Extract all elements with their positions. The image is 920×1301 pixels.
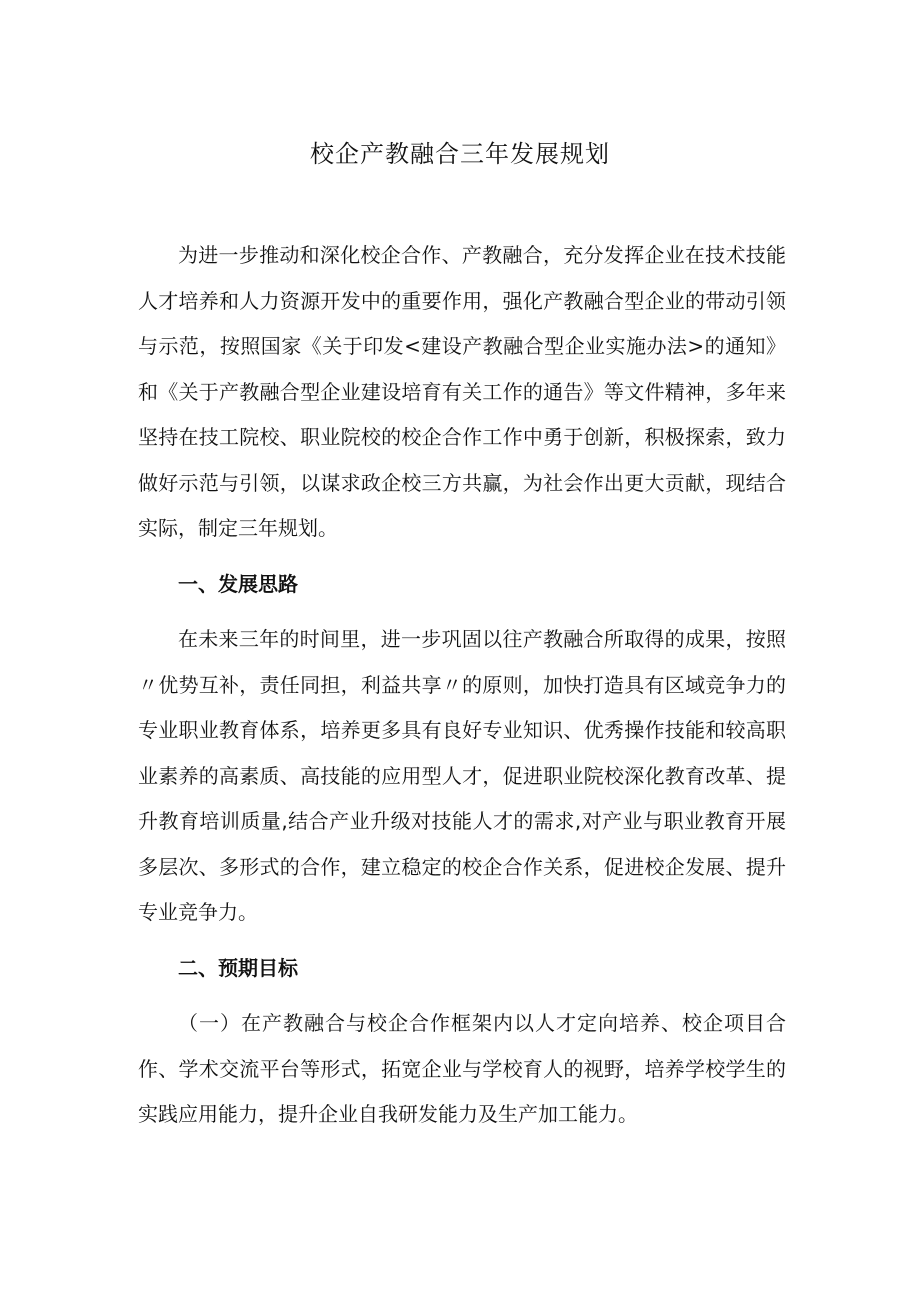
intro-paragraph: 为进一步推动和深化校企合作、产教融合，充分发挥企业在技术技能人才培养和人力资源开发中的重要作用，强化产教融合型企业的带动引领与示范，按照国家《关于印发<建设产教融合型企业实施办法>的通知》和《关于产教融合型企业建设培育有关工作的通告》等文件精神，多年来坚持在技工院校、职业院校的校企合作工作中勇于创新，积极探索，致力做好示范与引领，以谋求政企校三方共赢，为社会作出更大贡献，现结合实际，制定三年规划。: [138, 243, 786, 540]
section-paragraph: （一）在产教融合与校企合作框架内以人才定向培养、校企项目合作、学术交流平台等形式，拓宽企业与学校育人的视野，培养学校学生的实践应用能力，提升企业自我研发能力及生产加工能力。: [138, 1011, 786, 1126]
document-body: [138, 233, 786, 1138]
section-heading-development-ideas: 一、发展思路: [178, 571, 298, 596]
section-paragraph: 在未来三年的时间里，进一步巩固以往产教融合所取得的成果，按照〃优势互补，责任同担，利益共享〃的原则，加快打造具有区域竞争力的专业职业教育体系，培养更多具有良好专业知识、优秀操作技能和较高职业素养的高素质、高技能的应用型人才，促进职业院校深化教育改革、提升教育培训质量,结合产业升级对技能人才的需求,对产业与职业教育开展多层次、多形式的合作，建立稳定的校企合作关系，促进校企发展、提升专业竞争力。: [138, 627, 786, 924]
document-title: 校企产教融合三年发展规划: [310, 140, 610, 169]
section-heading-expected-goals: 二、预期目标: [178, 955, 298, 980]
